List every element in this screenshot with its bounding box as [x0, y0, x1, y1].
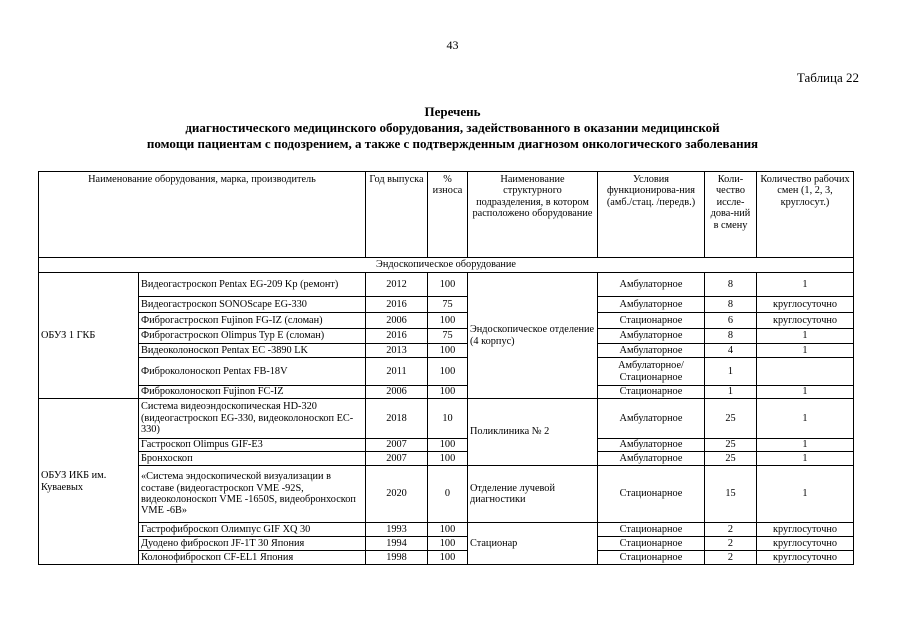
equipment-name: Видеогастроскоп SONOScape EG-330 — [139, 297, 366, 313]
wear-cell: 75 — [428, 297, 468, 313]
wear-cell: 100 — [428, 551, 468, 565]
shifts-cell: 1 — [757, 386, 854, 399]
shifts-cell: 1 — [757, 329, 854, 344]
wear-cell: 100 — [428, 439, 468, 452]
shifts-cell: 1 — [757, 399, 854, 439]
conditions-cell: Стационарное — [598, 313, 705, 329]
table-row — [39, 466, 854, 523]
studies-cell: 2 — [705, 551, 757, 565]
wear-cell: 100 — [428, 344, 468, 358]
table-row — [39, 313, 854, 329]
equipment-name: Видеогастроскоп Pentax EG-209 Kp (ремонт) — [139, 273, 366, 297]
wear-cell: 100 — [428, 313, 468, 329]
conditions-cell: Стационарное — [598, 551, 705, 565]
studies-cell: 1 — [705, 358, 757, 386]
table-row — [39, 386, 854, 399]
wear-cell: 100 — [428, 452, 468, 466]
studies-cell: 25 — [705, 452, 757, 466]
year-cell: 1993 — [366, 523, 428, 537]
year-cell: 1994 — [366, 537, 428, 551]
equipment-name: Видеоколоноскоп Pentax EC -3890 LK — [139, 344, 366, 358]
table-row — [39, 452, 854, 466]
header-year: Год выпуска — [366, 172, 428, 258]
wear-cell: 100 — [428, 537, 468, 551]
conditions-cell: Амбулаторное — [598, 297, 705, 313]
wear-cell: 10 — [428, 399, 468, 439]
year-cell: 2006 — [366, 313, 428, 329]
conditions-cell: Амбулаторное — [598, 344, 705, 358]
table-row — [39, 439, 854, 452]
equipment-name: Фиброколоноскоп Fujinon FC-IZ — [139, 386, 366, 399]
wear-cell: 0 — [428, 466, 468, 523]
shifts-cell — [757, 358, 854, 386]
equipment-name: Фиброколоноскоп Pentax FB-18V — [139, 358, 366, 386]
year-cell: 2018 — [366, 399, 428, 439]
equipment-name: Дуодено фиброскоп JF-1T 30 Япония — [139, 537, 366, 551]
year-cell: 2011 — [366, 358, 428, 386]
wear-cell: 75 — [428, 329, 468, 344]
conditions-cell: Амбулаторное — [598, 329, 705, 344]
shifts-cell: круглосуточно — [757, 523, 854, 537]
studies-cell: 8 — [705, 273, 757, 297]
studies-cell: 6 — [705, 313, 757, 329]
org-name: ОБУЗ ИКБ им. Куваевых — [39, 399, 139, 565]
header-row — [39, 172, 854, 258]
conditions-cell: Амбулаторное — [598, 439, 705, 452]
shifts-cell: 1 — [757, 439, 854, 452]
department-name: Стационар — [468, 523, 598, 565]
year-cell: 2007 — [366, 439, 428, 452]
equipment-name: Фиброгастроскоп Fujinon FG-IZ (сломан) — [139, 313, 366, 329]
header-shifts: Количество рабочих смен (1, 2, 3, круглосут.) — [757, 172, 854, 258]
shifts-cell: круглосуточно — [757, 313, 854, 329]
year-cell: 2007 — [366, 452, 428, 466]
table-row — [39, 523, 854, 537]
equipment-name: Гастрофиброскоп Олимпус GIF XQ 30 — [139, 523, 366, 537]
equipment-name: Бронхоскоп — [139, 452, 366, 466]
shifts-cell: 1 — [757, 273, 854, 297]
table-row — [39, 399, 854, 439]
table-row — [39, 329, 854, 344]
conditions-cell: Стационарное — [598, 523, 705, 537]
department-name: Отделение лучевой диагностики — [468, 466, 598, 523]
wear-cell: 100 — [428, 386, 468, 399]
studies-cell: 4 — [705, 344, 757, 358]
wear-cell: 100 — [428, 523, 468, 537]
table-row — [39, 297, 854, 313]
department-name: Поликлиника № 2 — [468, 399, 598, 466]
studies-cell: 25 — [705, 439, 757, 452]
table-label: Таблица 22 — [796, 70, 859, 85]
conditions-cell: Амбулаторное — [598, 399, 705, 439]
equipment-name: «Система эндоскопической визуализации в составе (видеогастроскоп VME -92S, видеоколоноскоп VME -1650S, видеобронхоскоп VME -6B» — [139, 466, 366, 523]
studies-cell: 25 — [705, 399, 757, 439]
section-title: Эндоскопическое оборудование — [39, 258, 854, 273]
conditions-cell: Стационарное — [598, 386, 705, 399]
page-number: 43 — [446, 38, 459, 52]
conditions-cell: Амбулаторное — [598, 452, 705, 466]
studies-cell: 15 — [705, 466, 757, 523]
document-title — [40, 104, 865, 152]
table-row — [39, 551, 854, 565]
conditions-cell: Стационарное — [598, 537, 705, 551]
studies-cell: 2 — [705, 523, 757, 537]
year-cell: 2012 — [366, 273, 428, 297]
shifts-cell: круглосуточно — [757, 551, 854, 565]
equipment-name: Гастроскоп Olimpus GIF-E3 — [139, 439, 366, 452]
title-line-1: Перечень — [424, 104, 481, 119]
department-name: Эндоскопическое отделение (4 корпус) — [468, 273, 598, 399]
shifts-cell: 1 — [757, 452, 854, 466]
year-cell: 1998 — [366, 551, 428, 565]
conditions-cell: Стационарное — [598, 466, 705, 523]
table-row — [39, 344, 854, 358]
header-studies: Коли-чество иссле-дова-ний в смену — [705, 172, 757, 258]
wear-cell: 100 — [428, 358, 468, 386]
studies-cell: 1 — [705, 386, 757, 399]
conditions-cell: Амбулаторное — [598, 273, 705, 297]
shifts-cell: 1 — [757, 344, 854, 358]
shifts-cell: круглосуточно — [757, 297, 854, 313]
title-line-2: диагностического медицинского оборудования, задействованного в оказании медицинской — [185, 120, 720, 135]
year-cell: 2016 — [366, 329, 428, 344]
year-cell: 2013 — [366, 344, 428, 358]
header-conditions: Условия функционирова-ния (амб./стац. /передв.) — [598, 172, 705, 258]
equipment-name: Фиброгастроскоп Olimpus Typ E (сломан) — [139, 329, 366, 344]
wear-cell: 100 — [428, 273, 468, 297]
equipment-name: Система видеоэндоскопическая HD-320 (видеогастроскоп EG-330, видеоколоноскоп EC-330) — [139, 399, 366, 439]
table-row — [39, 273, 854, 297]
table-row — [39, 537, 854, 551]
section-row — [39, 258, 854, 273]
studies-cell: 2 — [705, 537, 757, 551]
title-line-3: помощи пациентам с подозрением, а также с подтвержденным диагнозом онкологического заболевания — [146, 136, 759, 151]
year-cell: 2006 — [366, 386, 428, 399]
studies-cell: 8 — [705, 297, 757, 313]
studies-cell: 8 — [705, 329, 757, 344]
header-wear: % износа — [428, 172, 468, 258]
table-row — [39, 358, 854, 386]
shifts-cell: 1 — [757, 466, 854, 523]
conditions-cell: Амбулаторное/ Стационарное — [598, 358, 705, 386]
header-equipment: Наименование оборудования, марка, производитель — [39, 172, 366, 258]
shifts-cell: круглосуточно — [757, 537, 854, 551]
equipment-name: Колонофиброскоп CF-EL1 Япония — [139, 551, 366, 565]
org-name: ОБУЗ 1 ГКБ — [39, 273, 139, 399]
year-cell: 2020 — [366, 466, 428, 523]
header-unit: Наименование структурного подразделения, в котором расположено оборудование — [468, 172, 598, 258]
equipment-table — [38, 171, 854, 565]
year-cell: 2016 — [366, 297, 428, 313]
